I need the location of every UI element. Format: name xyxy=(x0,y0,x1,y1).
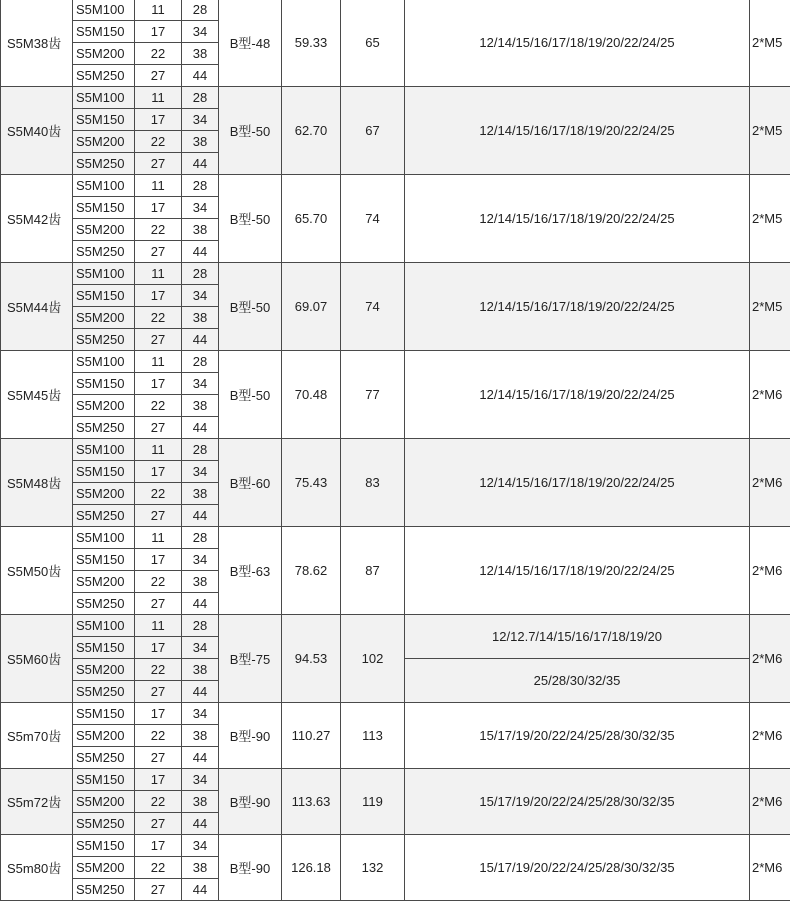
model-cell: S5M100 xyxy=(73,527,135,549)
belt-type-cell: B型-90 xyxy=(219,769,282,835)
value-a-cell: 22 xyxy=(135,857,182,879)
model-cell: S5M250 xyxy=(73,65,135,87)
value-b-cell: 38 xyxy=(182,219,219,241)
model-cell: S5M100 xyxy=(73,0,135,21)
table-row xyxy=(1,87,790,109)
value-a-cell: 22 xyxy=(135,131,182,153)
belt-type-cell: B型-50 xyxy=(219,175,282,263)
value-a-cell: 27 xyxy=(135,417,182,439)
tooth-count-cell: S5M48齿 xyxy=(1,439,73,527)
value-a-cell: 27 xyxy=(135,879,182,901)
belt-type-cell: B型-63 xyxy=(219,527,282,615)
bore-sizes-cell: 12/14/15/16/17/18/19/20/22/24/25 xyxy=(405,439,750,527)
model-cell: S5M250 xyxy=(73,681,135,703)
value-a-cell: 22 xyxy=(135,571,182,593)
value-b-cell: 28 xyxy=(182,527,219,549)
table-row xyxy=(1,769,790,791)
bore-sizes-cell: 12/14/15/16/17/18/19/20/22/24/25 xyxy=(405,263,750,351)
value-a-cell: 27 xyxy=(135,153,182,175)
bore-sizes-cell: 12/14/15/16/17/18/19/20/22/24/25 xyxy=(405,527,750,615)
value-a-cell: 17 xyxy=(135,637,182,659)
value-b-cell: 44 xyxy=(182,65,219,87)
bolt-cell: 2*M6 xyxy=(750,527,790,615)
value-b-cell: 34 xyxy=(182,637,219,659)
model-cell: S5M100 xyxy=(73,87,135,109)
bolt-cell: 2*M6 xyxy=(750,769,790,835)
model-cell: S5M150 xyxy=(73,549,135,571)
value-b-cell: 44 xyxy=(182,879,219,901)
outer-diameter-cell: 110.27 xyxy=(282,703,341,769)
value-a-cell: 17 xyxy=(135,549,182,571)
value-a-cell: 17 xyxy=(135,373,182,395)
value-a-cell: 17 xyxy=(135,285,182,307)
value-b-cell: 34 xyxy=(182,373,219,395)
bolt-cell: 2*M6 xyxy=(750,615,790,703)
model-cell: S5M200 xyxy=(73,725,135,747)
bolt-cell: 2*M5 xyxy=(750,0,790,87)
value-a-cell: 22 xyxy=(135,659,182,681)
tooth-count-cell: S5M38齿 xyxy=(1,0,73,87)
value-a-cell: 11 xyxy=(135,263,182,285)
model-cell: S5M150 xyxy=(73,461,135,483)
value-b-cell: 44 xyxy=(182,813,219,835)
outer-diameter-cell: 78.62 xyxy=(282,527,341,615)
model-cell: S5M250 xyxy=(73,417,135,439)
spec-table-body xyxy=(1,0,790,901)
value-a-cell: 11 xyxy=(135,351,182,373)
value-b-cell: 38 xyxy=(182,791,219,813)
belt-type-cell: B型-50 xyxy=(219,263,282,351)
model-cell: S5M150 xyxy=(73,769,135,791)
model-cell: S5M250 xyxy=(73,153,135,175)
table-row xyxy=(1,0,790,21)
tooth-count-cell: S5M45齿 xyxy=(1,351,73,439)
value-b-cell: 38 xyxy=(182,483,219,505)
value-a-cell: 11 xyxy=(135,439,182,461)
value-a-cell: 27 xyxy=(135,65,182,87)
value-b-cell: 44 xyxy=(182,417,219,439)
width-cell: 77 xyxy=(341,351,405,439)
bore-sizes-cell: 25/28/30/32/35 xyxy=(405,659,750,703)
width-cell: 74 xyxy=(341,175,405,263)
value-b-cell: 34 xyxy=(182,835,219,857)
table-row xyxy=(1,835,790,857)
value-b-cell: 34 xyxy=(182,109,219,131)
value-a-cell: 11 xyxy=(135,615,182,637)
value-a-cell: 17 xyxy=(135,769,182,791)
model-cell: S5M150 xyxy=(73,21,135,43)
table-row xyxy=(1,175,790,197)
table-row xyxy=(1,263,790,285)
tooth-count-cell: S5M42齿 xyxy=(1,175,73,263)
model-cell: S5M150 xyxy=(73,285,135,307)
model-cell: S5M250 xyxy=(73,329,135,351)
value-b-cell: 44 xyxy=(182,747,219,769)
width-cell: 74 xyxy=(341,263,405,351)
model-cell: S5M200 xyxy=(73,483,135,505)
belt-type-cell: B型-50 xyxy=(219,351,282,439)
belt-type-cell: B型-90 xyxy=(219,703,282,769)
value-b-cell: 44 xyxy=(182,329,219,351)
model-cell: S5M100 xyxy=(73,615,135,637)
value-b-cell: 38 xyxy=(182,571,219,593)
table-row xyxy=(1,527,790,549)
value-b-cell: 44 xyxy=(182,153,219,175)
bore-sizes-cell: 12/12.7/14/15/16/17/18/19/20 xyxy=(405,615,750,659)
outer-diameter-cell: 65.70 xyxy=(282,175,341,263)
value-a-cell: 22 xyxy=(135,725,182,747)
value-b-cell: 28 xyxy=(182,87,219,109)
model-cell: S5M200 xyxy=(73,131,135,153)
bore-sizes-cell: 15/17/19/20/22/24/25/28/30/32/35 xyxy=(405,703,750,769)
value-a-cell: 27 xyxy=(135,241,182,263)
tooth-count-cell: S5M40齿 xyxy=(1,87,73,175)
bore-sizes-cell: 12/14/15/16/17/18/19/20/22/24/25 xyxy=(405,0,750,87)
value-b-cell: 34 xyxy=(182,461,219,483)
model-cell: S5M200 xyxy=(73,791,135,813)
model-cell: S5M200 xyxy=(73,43,135,65)
value-b-cell: 38 xyxy=(182,725,219,747)
value-a-cell: 22 xyxy=(135,219,182,241)
value-a-cell: 22 xyxy=(135,395,182,417)
value-b-cell: 28 xyxy=(182,175,219,197)
width-cell: 87 xyxy=(341,527,405,615)
value-a-cell: 11 xyxy=(135,527,182,549)
bore-sizes-cell: 15/17/19/20/22/24/25/28/30/32/35 xyxy=(405,769,750,835)
value-a-cell: 17 xyxy=(135,461,182,483)
outer-diameter-cell: 69.07 xyxy=(282,263,341,351)
value-a-cell: 17 xyxy=(135,21,182,43)
value-a-cell: 22 xyxy=(135,483,182,505)
bolt-cell: 2*M6 xyxy=(750,351,790,439)
value-a-cell: 27 xyxy=(135,593,182,615)
width-cell: 65 xyxy=(341,0,405,87)
value-a-cell: 22 xyxy=(135,307,182,329)
bore-sizes-cell: 15/17/19/20/22/24/25/28/30/32/35 xyxy=(405,835,750,901)
value-a-cell: 27 xyxy=(135,813,182,835)
model-cell: S5M250 xyxy=(73,813,135,835)
value-b-cell: 44 xyxy=(182,505,219,527)
value-a-cell: 27 xyxy=(135,681,182,703)
model-cell: S5M150 xyxy=(73,637,135,659)
bolt-cell: 2*M6 xyxy=(750,835,790,901)
model-cell: S5M150 xyxy=(73,835,135,857)
tooth-count-cell: S5M44齿 xyxy=(1,263,73,351)
table-row xyxy=(1,615,790,626)
tooth-count-cell: S5M60齿 xyxy=(1,615,73,703)
bore-sizes-cell: 12/14/15/16/17/18/19/20/22/24/25 xyxy=(405,87,750,175)
belt-type-cell: B型-50 xyxy=(219,87,282,175)
model-cell: S5M100 xyxy=(73,439,135,461)
model-cell: S5M200 xyxy=(73,857,135,879)
width-cell: 132 xyxy=(341,835,405,901)
model-cell: S5M200 xyxy=(73,307,135,329)
bolt-cell: 2*M5 xyxy=(750,263,790,351)
value-b-cell: 44 xyxy=(182,681,219,703)
value-b-cell: 28 xyxy=(182,263,219,285)
value-b-cell: 34 xyxy=(182,703,219,725)
value-b-cell: 28 xyxy=(182,439,219,461)
model-cell: S5M250 xyxy=(73,593,135,615)
value-b-cell: 38 xyxy=(182,307,219,329)
belt-type-cell: B型-90 xyxy=(219,835,282,901)
outer-diameter-cell: 62.70 xyxy=(282,87,341,175)
outer-diameter-cell: 94.53 xyxy=(282,615,341,703)
belt-type-cell: B型-75 xyxy=(219,615,282,703)
model-cell: S5M200 xyxy=(73,571,135,593)
value-b-cell: 38 xyxy=(182,131,219,153)
belt-type-cell: B型-60 xyxy=(219,439,282,527)
value-a-cell: 11 xyxy=(135,87,182,109)
value-b-cell: 38 xyxy=(182,857,219,879)
model-cell: S5M100 xyxy=(73,263,135,285)
value-a-cell: 17 xyxy=(135,703,182,725)
value-b-cell: 38 xyxy=(182,395,219,417)
bore-sizes-cell: 12/14/15/16/17/18/19/20/22/24/25 xyxy=(405,351,750,439)
value-b-cell: 28 xyxy=(182,615,219,637)
value-b-cell: 34 xyxy=(182,549,219,571)
model-cell: S5M200 xyxy=(73,219,135,241)
value-a-cell: 27 xyxy=(135,747,182,769)
value-a-cell: 27 xyxy=(135,505,182,527)
value-b-cell: 28 xyxy=(182,351,219,373)
model-cell: S5M250 xyxy=(73,747,135,769)
value-b-cell: 38 xyxy=(182,659,219,681)
bore-sizes-cell: 12/14/15/16/17/18/19/20/22/24/25 xyxy=(405,175,750,263)
value-b-cell: 34 xyxy=(182,769,219,791)
model-cell: S5M100 xyxy=(73,351,135,373)
bolt-cell: 2*M5 xyxy=(750,175,790,263)
value-a-cell: 17 xyxy=(135,109,182,131)
width-cell: 83 xyxy=(341,439,405,527)
model-cell: S5M150 xyxy=(73,197,135,219)
model-cell: S5M150 xyxy=(73,373,135,395)
table-row xyxy=(1,351,790,373)
bolt-cell: 2*M5 xyxy=(750,87,790,175)
model-cell: S5M250 xyxy=(73,505,135,527)
width-cell: 119 xyxy=(341,769,405,835)
outer-diameter-cell: 126.18 xyxy=(282,835,341,901)
value-b-cell: 44 xyxy=(182,593,219,615)
value-b-cell: 28 xyxy=(182,0,219,21)
width-cell: 102 xyxy=(341,615,405,703)
tooth-count-cell: S5M50齿 xyxy=(1,527,73,615)
value-a-cell: 17 xyxy=(135,835,182,857)
tooth-count-cell: S5m70齿 xyxy=(1,703,73,769)
value-a-cell: 11 xyxy=(135,175,182,197)
value-a-cell: 22 xyxy=(135,43,182,65)
value-a-cell: 11 xyxy=(135,0,182,21)
value-b-cell: 34 xyxy=(182,21,219,43)
table-row xyxy=(1,703,790,725)
value-b-cell: 44 xyxy=(182,241,219,263)
outer-diameter-cell: 113.63 xyxy=(282,769,341,835)
value-b-cell: 38 xyxy=(182,43,219,65)
model-cell: S5M150 xyxy=(73,703,135,725)
bolt-cell: 2*M6 xyxy=(750,703,790,769)
model-cell: S5M150 xyxy=(73,109,135,131)
table-row xyxy=(1,439,790,461)
outer-diameter-cell: 59.33 xyxy=(282,0,341,87)
model-cell: S5M100 xyxy=(73,175,135,197)
outer-diameter-cell: 75.43 xyxy=(282,439,341,527)
tooth-count-cell: S5m72齿 xyxy=(1,769,73,835)
width-cell: 113 xyxy=(341,703,405,769)
tooth-count-cell: S5m80齿 xyxy=(1,835,73,901)
value-a-cell: 27 xyxy=(135,329,182,351)
value-b-cell: 34 xyxy=(182,285,219,307)
model-cell: S5M200 xyxy=(73,395,135,417)
value-a-cell: 22 xyxy=(135,791,182,813)
value-a-cell: 17 xyxy=(135,197,182,219)
model-cell: S5M250 xyxy=(73,241,135,263)
belt-type-cell: B型-48 xyxy=(219,0,282,87)
bolt-cell: 2*M6 xyxy=(750,439,790,527)
model-cell: S5M200 xyxy=(73,659,135,681)
outer-diameter-cell: 70.48 xyxy=(282,351,341,439)
value-b-cell: 34 xyxy=(182,197,219,219)
model-cell: S5M250 xyxy=(73,879,135,901)
width-cell: 67 xyxy=(341,87,405,175)
